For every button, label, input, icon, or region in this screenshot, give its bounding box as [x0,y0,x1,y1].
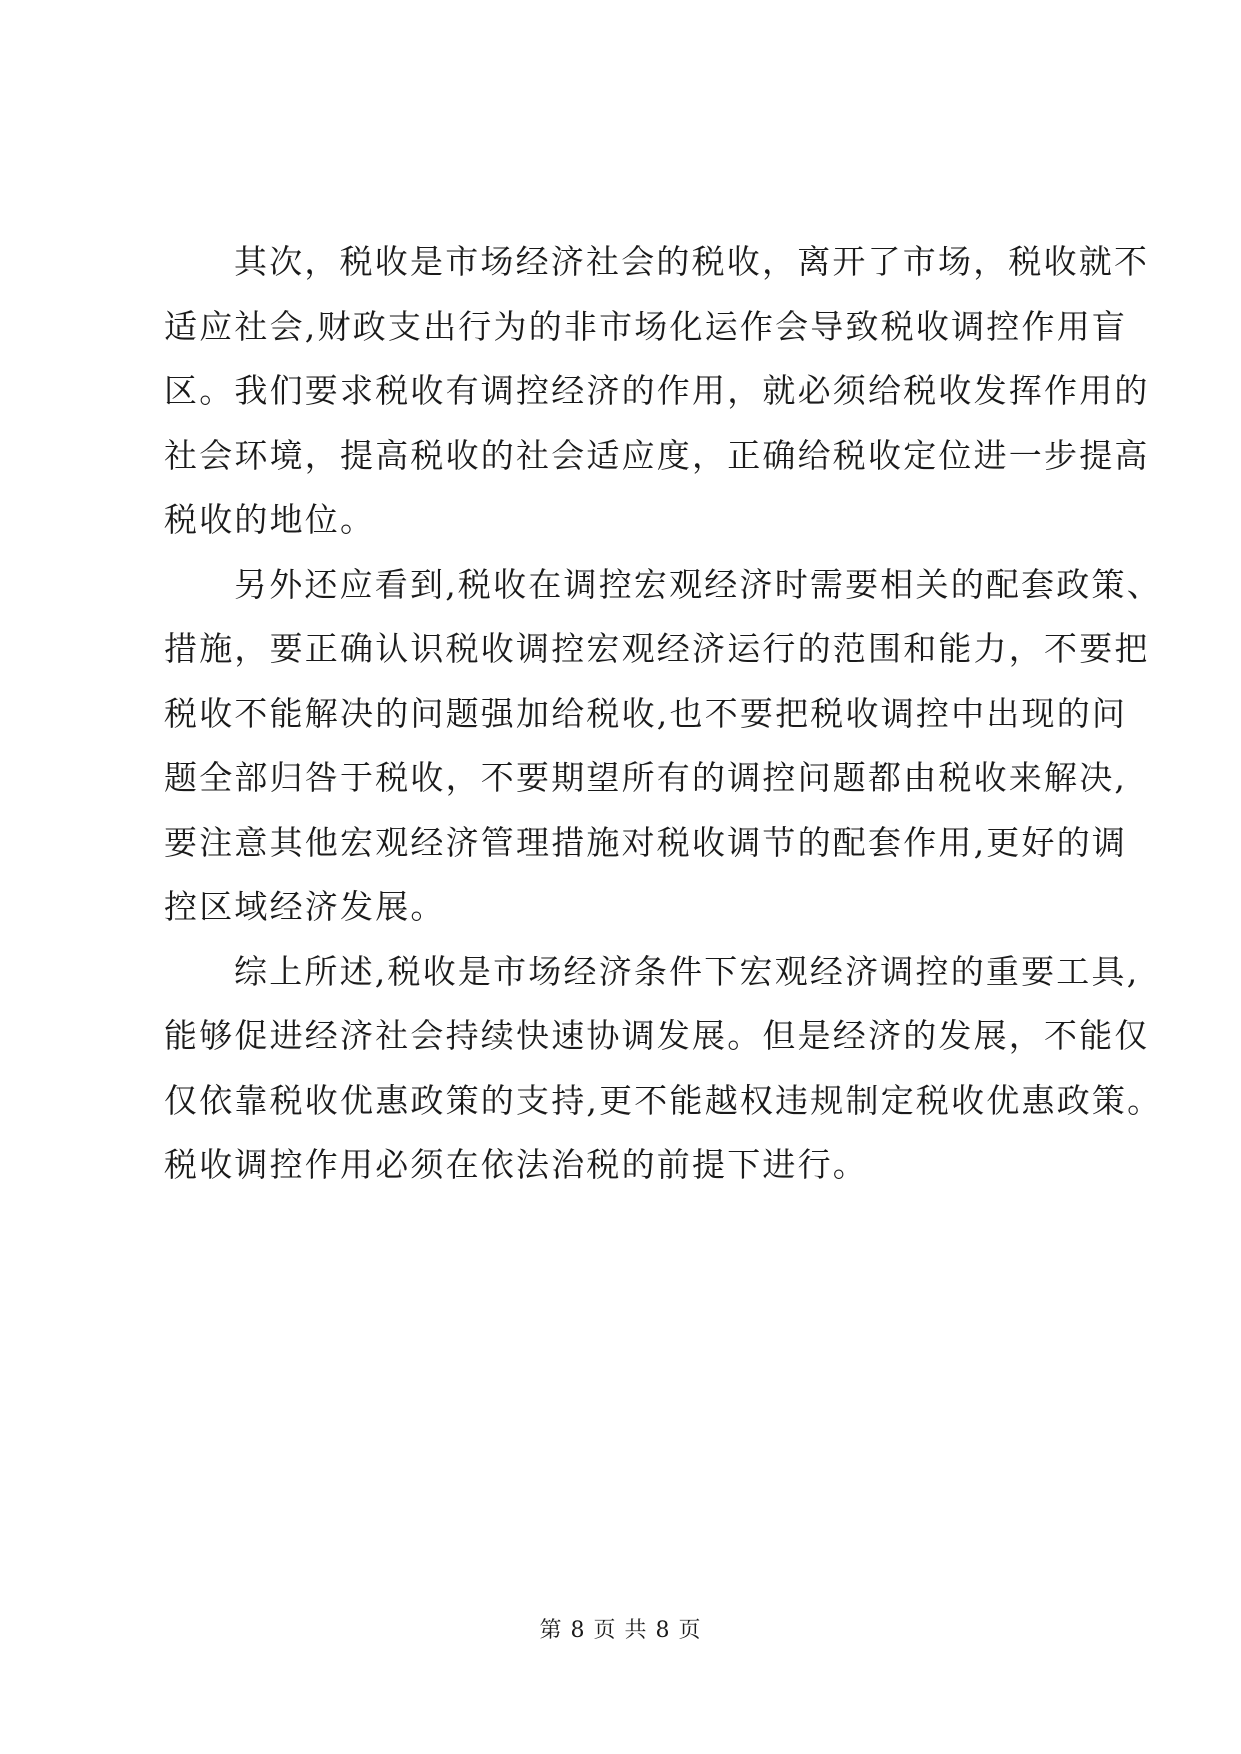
paragraph-line: 适应社会,财政支出行为的非市场化运作会导致税收调控作用盲 [164,306,1128,346]
paragraph-2 [164,553,1162,940]
paragraph-line: 题全部归咎于税收，不要期望所有的调控问题都由税收来解决, [164,758,1128,797]
paragraph-line: 要注意其他宏观经济管理措施对税收调节的配套作用,更好的调 [164,822,1128,862]
paragraph-line: 社会环境，提高税收的社会适应度，正确给税收定位进一步提高 [164,435,1150,475]
paragraph-line: 税收调控作用必须在依法治税的前提下进行。 [164,1145,868,1184]
paragraph-1 [164,230,1150,553]
paragraph-line: 综上所述,税收是市场经济条件下宏观经济调控的重要工具, [234,951,1140,991]
paragraph-line: 其次，税收是市场经济社会的税收，离开了市场，税收就不 [234,242,1150,281]
paragraph-line: 税收的地位。 [164,500,376,539]
paragraph-line: 另外还应看到,税收在调控宏观经济时需要相关的配套政策、 [234,564,1162,604]
paragraph-3 [164,940,1163,1198]
paragraph-line: 仅依靠税收优惠政策的支持,更不能越权违规制定税收优惠政策。 [164,1080,1163,1120]
page-number-footer: 第 8 页 共 8 页 [539,1618,702,1643]
paragraph-line: 区。我们要求税收有调控经济的作用，就必须给税收发挥作用的 [164,371,1150,410]
paragraph-line: 能够促进经济社会持续快速协调发展。但是经济的发展，不能仅 [164,1016,1150,1055]
paragraph-line: 控区域经济发展。 [164,887,446,926]
body-text [164,230,1163,1198]
paragraph-line: 税收不能解决的问题强加给税收,也不要把税收调控中出现的问 [164,693,1128,733]
paragraph-line: 措施，要正确认识税收调控宏观经济运行的范围和能力，不要把 [164,629,1150,668]
